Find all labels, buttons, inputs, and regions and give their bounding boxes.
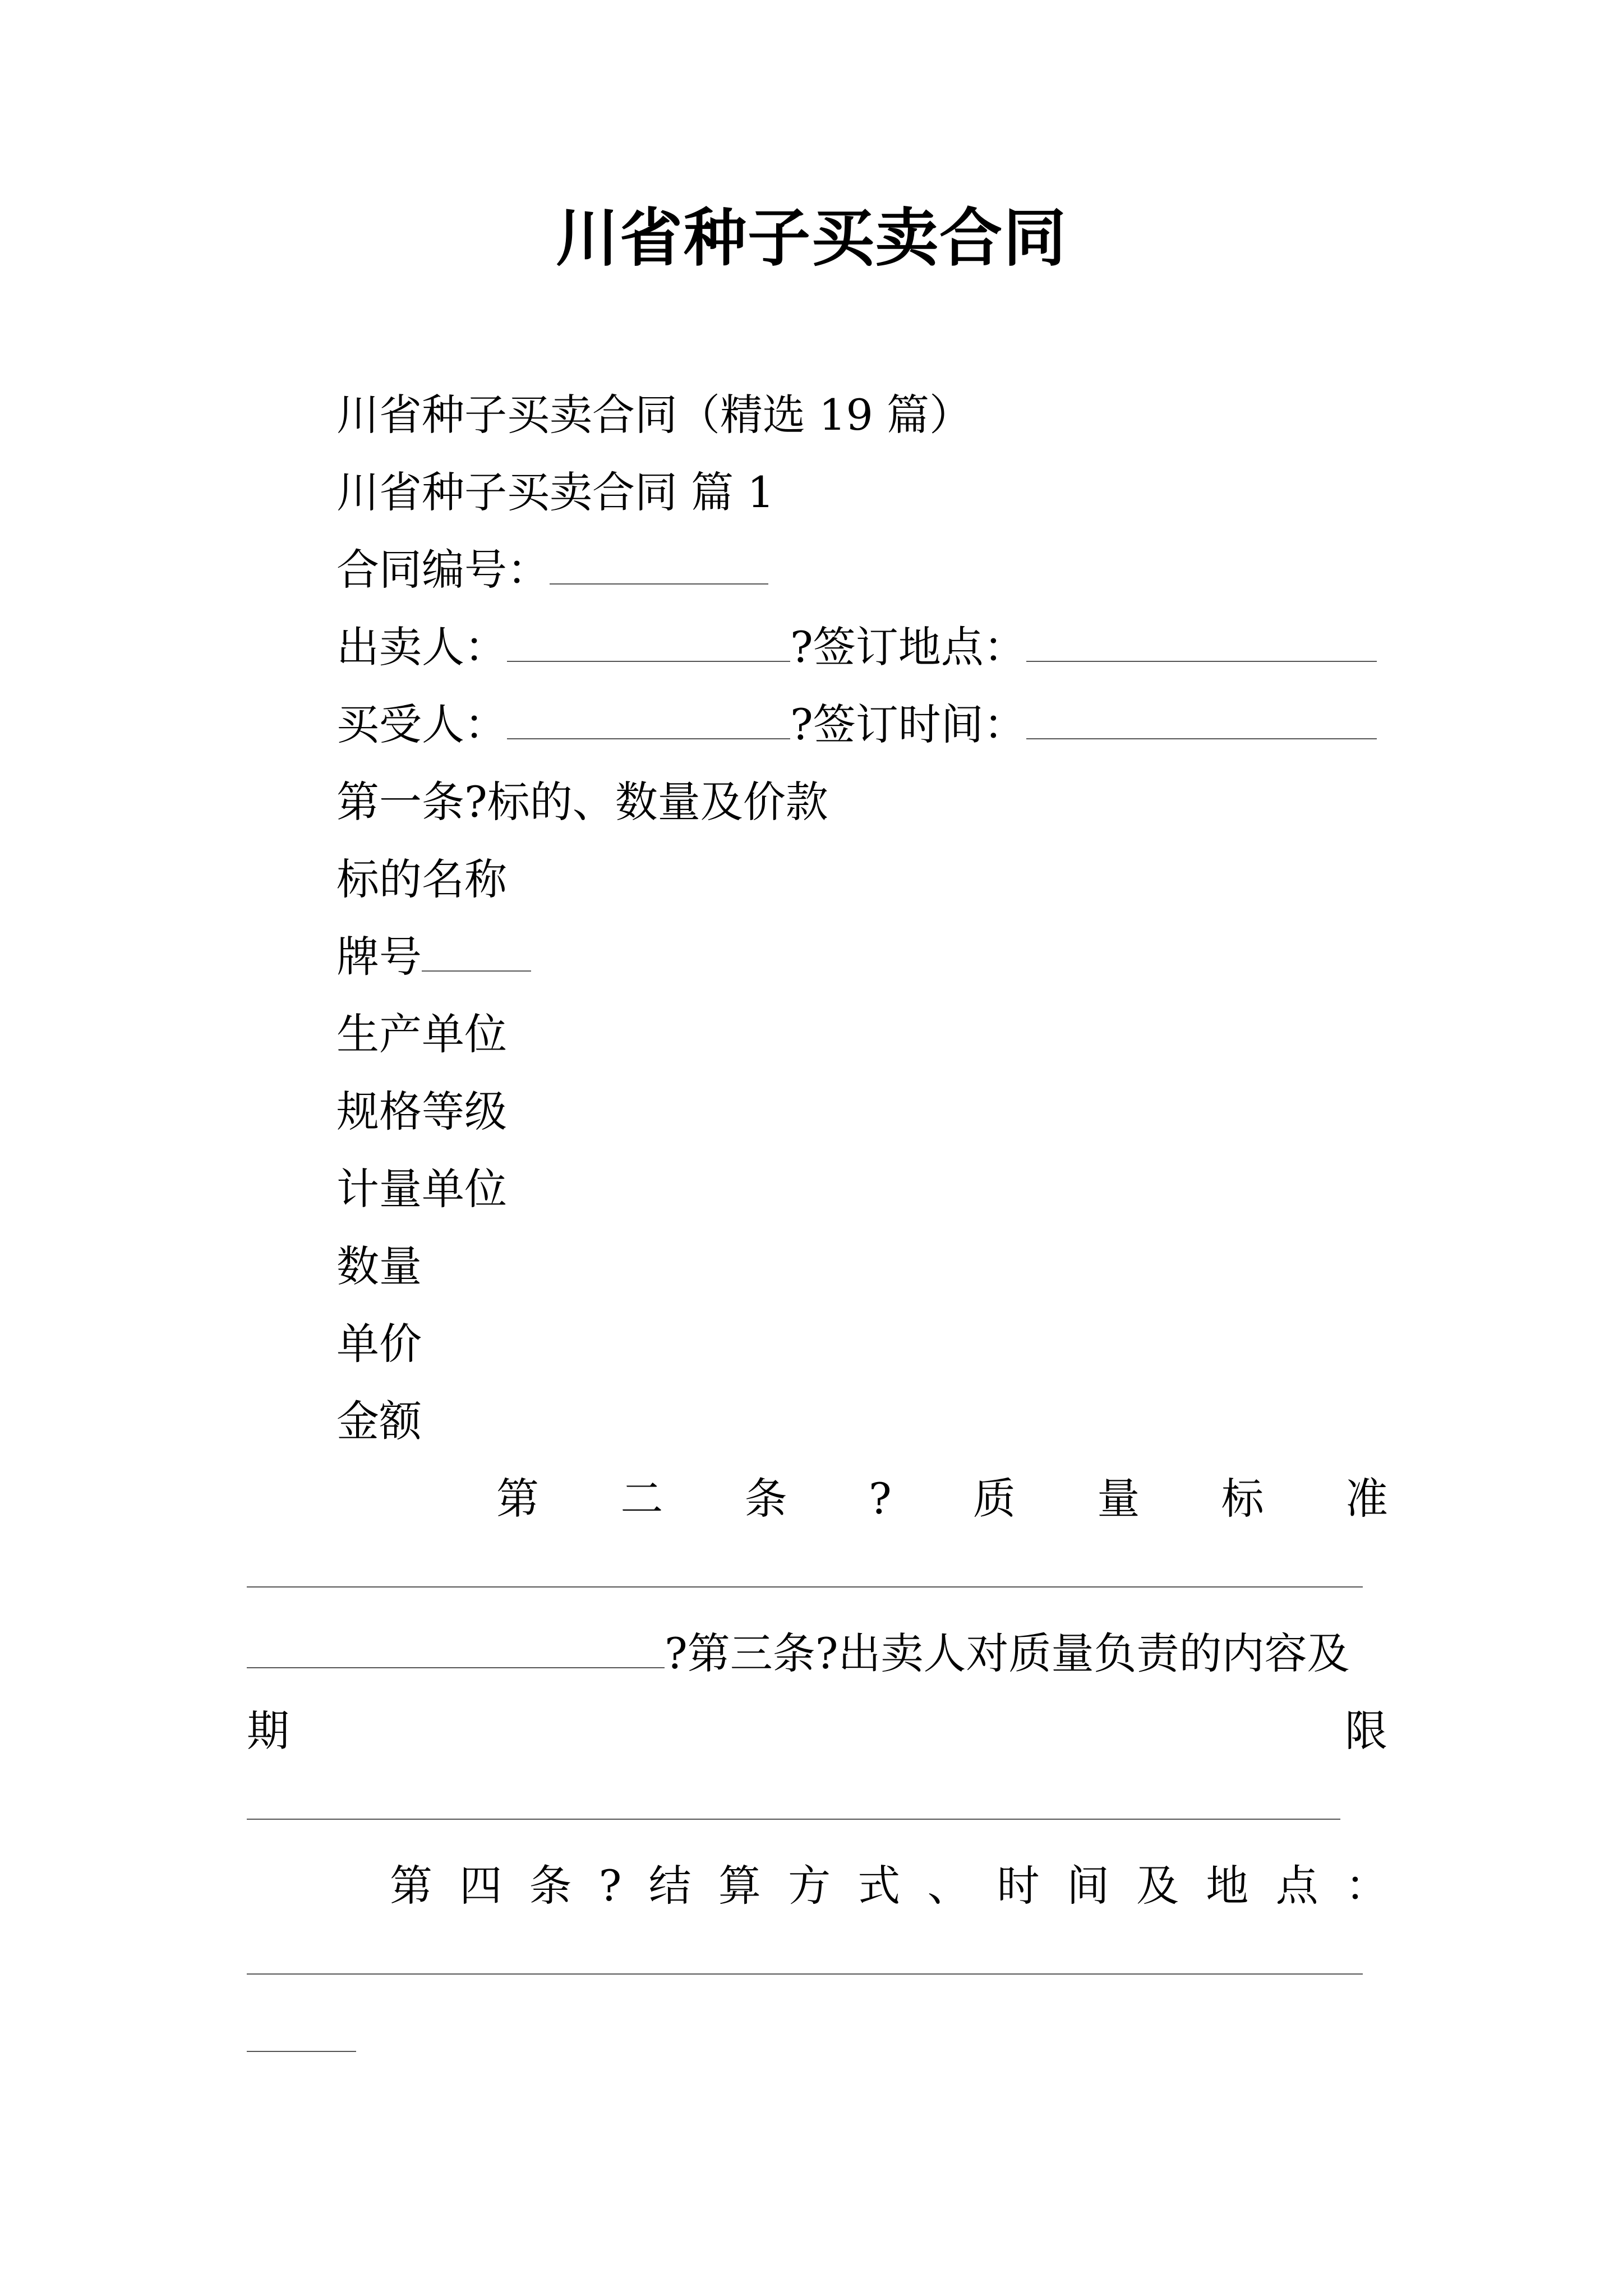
article-2-char: 第	[496, 1474, 539, 1524]
article-3-term-right: 限	[1345, 1706, 1387, 1756]
article-4-blank-line	[247, 1973, 1363, 1975]
article-2-char: 二	[620, 1474, 663, 1524]
article-4-char: 地	[1206, 1861, 1249, 1911]
field-brand: 牌号	[336, 932, 422, 982]
sign-time-blank	[1026, 699, 1377, 739]
article-4-char: 条	[529, 1861, 572, 1911]
article-2-blank-line	[247, 1586, 1363, 1588]
article-2-heading	[496, 1471, 1388, 1527]
seller-row	[336, 619, 1377, 675]
seller-blank	[507, 622, 790, 662]
brand-blank	[422, 931, 531, 972]
sign-place-label: ?签订地点：	[790, 622, 1026, 672]
buyer-blank	[507, 699, 790, 739]
article-3-blank	[247, 1628, 665, 1668]
document-subtitle: 川省种子买卖合同（精选 19 篇）	[336, 390, 972, 440]
contract-number-blank	[550, 544, 768, 585]
article-4-char: 间	[1066, 1861, 1109, 1911]
field-brand-row	[336, 929, 531, 985]
article-4-char: 式	[857, 1861, 901, 1911]
article-3-blank-line	[247, 1819, 1340, 1820]
field-quantity: 数量	[336, 1241, 422, 1291]
field-name: 标的名称	[336, 854, 507, 904]
seller-label: 出卖人：	[336, 622, 507, 672]
contract-number-label: 合同编号：	[336, 545, 550, 595]
article-4-heading	[390, 1858, 1388, 1914]
article-4-char: 、	[927, 1861, 970, 1911]
article-4-char: 时	[997, 1861, 1040, 1911]
contract-number-row	[336, 542, 768, 598]
field-unit-price: 单价	[336, 1319, 422, 1369]
article-4-char: 第	[390, 1861, 432, 1911]
article-4-char: 四	[459, 1861, 502, 1911]
article-2-char: 质	[973, 1474, 1016, 1524]
field-producer: 生产单位	[336, 1009, 507, 1059]
article-4-char: ：	[1345, 1861, 1388, 1911]
article-4-blank-line-short	[247, 2051, 356, 2052]
article-3-term-left: 期	[247, 1706, 289, 1756]
article-2-char: 准	[1345, 1474, 1388, 1524]
field-amount: 金额	[336, 1396, 422, 1446]
article-2-char: 条	[744, 1474, 787, 1524]
article-3-row	[247, 1626, 1350, 1682]
buyer-row	[336, 697, 1377, 753]
field-spec-grade: 规格等级	[336, 1087, 507, 1137]
article-4-char: 结	[648, 1861, 691, 1911]
article-4-char: 算	[718, 1861, 761, 1911]
sign-time-label: ?签订时间：	[790, 700, 1026, 749]
buyer-label: 买受人：	[336, 700, 507, 749]
article-4-char: 及	[1136, 1861, 1179, 1911]
article-4-char: 方	[788, 1861, 831, 1911]
article-2-char: 量	[1097, 1474, 1140, 1524]
article-4-char: 点	[1275, 1861, 1318, 1911]
sign-place-blank	[1026, 622, 1377, 662]
article-3-heading: ?第三条?出卖人对质量负责的内容及	[665, 1628, 1350, 1678]
article-1-heading: 第一条?标的、数量及价款	[336, 777, 828, 827]
article-2-char: 标	[1221, 1474, 1264, 1524]
document-title: 川省种子买卖合同	[556, 202, 1067, 275]
field-unit: 计量单位	[336, 1164, 507, 1214]
article-2-char: ?	[868, 1474, 892, 1524]
section-heading: 川省种子买卖合同 篇 1	[336, 467, 774, 517]
article-4-char: ?	[598, 1861, 622, 1911]
